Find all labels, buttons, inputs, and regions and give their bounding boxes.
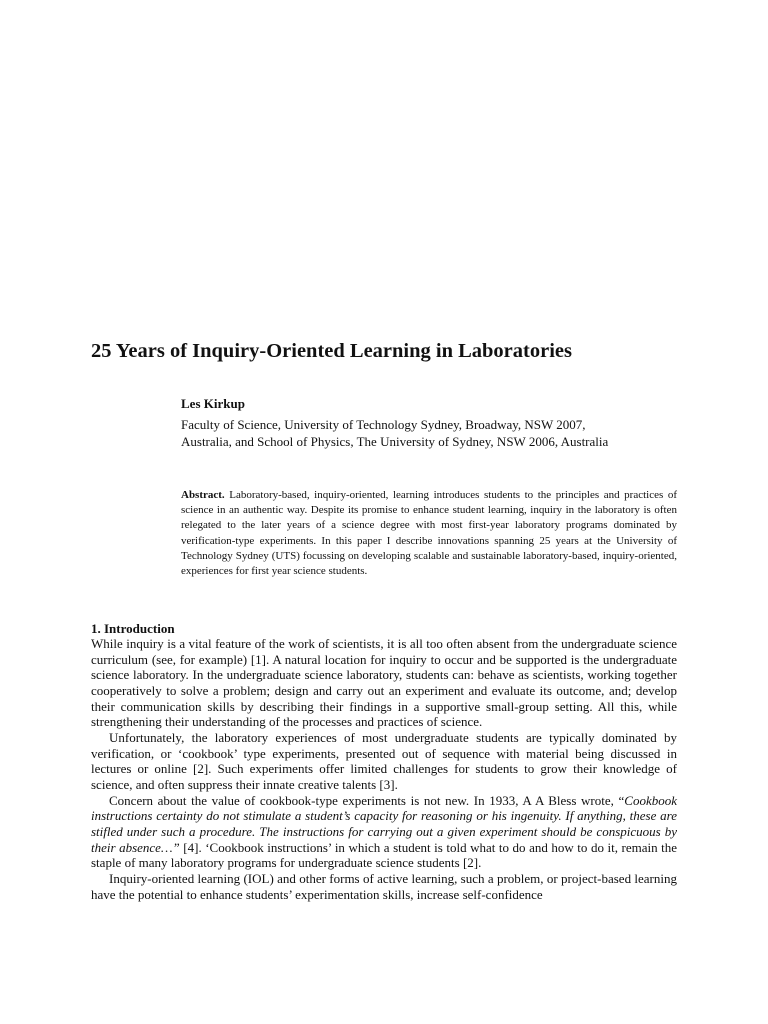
- paragraph-3-start: Concern about the value of cookbook-type experiments is not new. In 1933, A A Bless wrote, “: [109, 792, 625, 808]
- paragraph-3: [91, 793, 677, 871]
- section-heading-introduction: 1. Introduction: [91, 621, 175, 636]
- author-name: Les Kirkup: [181, 396, 245, 411]
- paper-title: 25 Years of Inquiry-Oriented Learning in Laboratories: [91, 340, 572, 362]
- affiliation: [181, 416, 681, 450]
- abstract-label: Abstract.: [181, 489, 225, 501]
- paragraph-1: While inquiry is a vital feature of the work of scientists, it is all too often absent from the undergraduate science curriculum (see, for example) [1]. A natural location for inquiry to occur and be supported is the undergraduate science laboratory. In the undergraduate science laboratory, students can: behave as scientists, working together cooperatively to solve a problem; design and carry out an experiment and evaluate its outcome, and; develop their communication skills by describing their findings in a supportive small-group setting. All this, while strengthening their understanding of the processes and practices of science.: [91, 636, 677, 730]
- bless-quote: Cookbook instructions certainty do not stimulate a student’s capacity for reasoning or his ingenuity. If anything, these are stifled under such a procedure. The instructions for carrying out a given experiment should be conspicuous by their absence…”: [91, 792, 677, 855]
- paragraph-4: Inquiry-oriented learning (IOL) and other forms of active learning, such a problem, or project-based learning have the potential to enhance students’ experimentation skills, increase self-confidence: [91, 870, 677, 902]
- affiliation-line-2: Australia, and School of Physics, The University of Sydney, NSW 2006, Australia: [181, 434, 609, 449]
- paragraph-3-end: [4]. ‘Cookbook instructions’ in which a student is told what to do and how to do it, remain the staple of many laboratory programs for undergraduate science students [2].: [91, 839, 677, 871]
- paragraph-2: Unfortunately, the laboratory experiences of most undergraduate students are typically dominated by verification, or ‘cookbook’ type experiments, presented out of sequence with material being discussed in lectures or online [2]. Such experiments offer limited challenges for students to grow their knowledge of science, and often suppress their innate creative talents [3].: [91, 729, 677, 792]
- introduction-body: [91, 636, 677, 902]
- affiliation-line-1: Faculty of Science, University of Technology Sydney, Broadway, NSW 2007,: [181, 417, 586, 432]
- abstract-text: Laboratory-based, inquiry-oriented, learning introduces students to the principles and practices of science in an authentic way. Despite its promise to enhance student learning, inquiry in the laboratory is often relegated to the later years of a science degree with most first-year laboratory programs dominated by verification-type experiments. In this paper I describe innovations spanning 25 years at the University of Technology Sydney (UTS) focussing on developing scalable and sustainable laboratory-based, inquiry-oriented, experiences for first year science students.: [181, 489, 677, 578]
- abstract: [181, 488, 677, 579]
